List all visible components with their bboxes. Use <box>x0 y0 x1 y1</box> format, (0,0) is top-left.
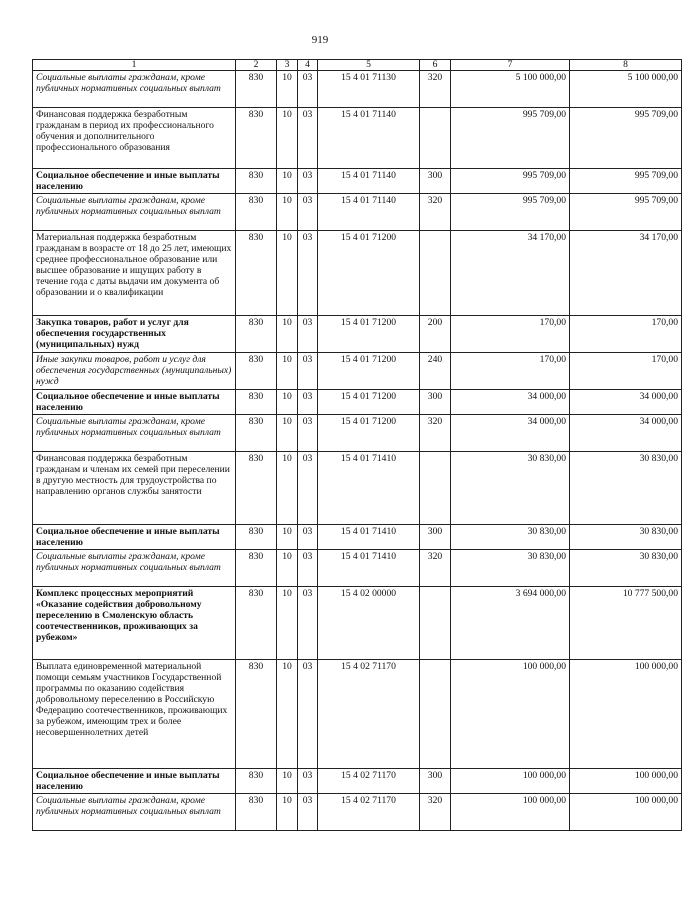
header-cell: 7 <box>451 60 570 71</box>
row-name: Выплата единовременной материальной помощи семьям участников Государственной программы по оказанию содействия добровольному переселению в Российскую Федерацию соотечественников, проживающих за рубежом, имеющим трех и более несовершеннолетних детей <box>33 660 236 769</box>
cell-col6: 300 <box>420 769 451 794</box>
cell-col4: 03 <box>298 769 318 794</box>
cell-col7: 30 830,00 <box>451 550 570 587</box>
cell-col2: 830 <box>236 353 277 390</box>
cell-col2: 830 <box>236 587 277 660</box>
table-row <box>33 415 682 452</box>
table-row <box>33 769 682 794</box>
cell-col8: 100 000,00 <box>570 794 682 831</box>
cell-col7: 170,00 <box>451 353 570 390</box>
row-name: Социальные выплаты гражданам, кроме публичных нормативных социальных выплат <box>33 194 236 231</box>
cell-col5: 15 4 01 71200 <box>318 316 420 353</box>
table-row <box>33 525 682 550</box>
row-name: Социальное обеспечение и иные выплаты населению <box>33 525 236 550</box>
cell-col8: 995 709,00 <box>570 194 682 231</box>
header-cell: 1 <box>33 60 236 71</box>
table-row <box>33 316 682 353</box>
cell-col5: 15 4 02 00000 <box>318 587 420 660</box>
cell-col8: 34 000,00 <box>570 390 682 415</box>
cell-col6: 320 <box>420 194 451 231</box>
cell-col4: 03 <box>298 452 318 525</box>
cell-col3: 10 <box>277 660 298 769</box>
cell-col4: 03 <box>298 169 318 194</box>
cell-col6: 200 <box>420 316 451 353</box>
cell-col6 <box>420 231 451 316</box>
cell-col2: 830 <box>236 550 277 587</box>
cell-col7: 995 709,00 <box>451 169 570 194</box>
row-name: Иные закупки товаров, работ и услуг для обеспечения государственных (муниципальных) нужд <box>33 353 236 390</box>
cell-col3: 10 <box>277 390 298 415</box>
cell-col3: 10 <box>277 452 298 525</box>
cell-col8: 995 709,00 <box>570 169 682 194</box>
row-name: Социальное обеспечение и иные выплаты населению <box>33 769 236 794</box>
cell-col7: 34 000,00 <box>451 390 570 415</box>
cell-col5: 15 4 01 71200 <box>318 390 420 415</box>
cell-col7: 34 170,00 <box>451 231 570 316</box>
table-row <box>33 587 682 660</box>
cell-col5: 15 4 02 71170 <box>318 769 420 794</box>
cell-col3: 10 <box>277 108 298 169</box>
table-row <box>33 660 682 769</box>
cell-col8: 30 830,00 <box>570 452 682 525</box>
cell-col2: 830 <box>236 660 277 769</box>
header-cell: 3 <box>277 60 298 71</box>
cell-col4: 03 <box>298 660 318 769</box>
cell-col2: 830 <box>236 194 277 231</box>
cell-col8: 170,00 <box>570 353 682 390</box>
cell-col6: 320 <box>420 550 451 587</box>
table-row <box>33 550 682 587</box>
cell-col8: 995 709,00 <box>570 108 682 169</box>
table-row <box>33 794 682 831</box>
cell-col2: 830 <box>236 316 277 353</box>
cell-col7: 34 000,00 <box>451 415 570 452</box>
cell-col5: 15 4 01 71410 <box>318 525 420 550</box>
cell-col8: 30 830,00 <box>570 525 682 550</box>
cell-col5: 15 4 01 71200 <box>318 415 420 452</box>
cell-col2: 830 <box>236 525 277 550</box>
cell-col7: 995 709,00 <box>451 108 570 169</box>
cell-col3: 10 <box>277 316 298 353</box>
header-cell: 2 <box>236 60 277 71</box>
cell-col2: 830 <box>236 169 277 194</box>
table-row <box>33 390 682 415</box>
header-cell: 5 <box>318 60 420 71</box>
cell-col8: 34 170,00 <box>570 231 682 316</box>
header-cell: 6 <box>420 60 451 71</box>
cell-col8: 5 100 000,00 <box>570 71 682 108</box>
row-name: Социальные выплаты гражданам, кроме публичных нормативных социальных выплат <box>33 71 236 108</box>
cell-col4: 03 <box>298 194 318 231</box>
cell-col4: 03 <box>298 316 318 353</box>
cell-col8: 10 777 500,00 <box>570 587 682 660</box>
cell-col8: 100 000,00 <box>570 769 682 794</box>
cell-col4: 03 <box>298 525 318 550</box>
cell-col2: 830 <box>236 794 277 831</box>
cell-col7: 995 709,00 <box>451 194 570 231</box>
cell-col8: 30 830,00 <box>570 550 682 587</box>
cell-col4: 03 <box>298 71 318 108</box>
cell-col6: 300 <box>420 169 451 194</box>
row-name: Социальное обеспечение и иные выплаты населению <box>33 390 236 415</box>
cell-col7: 100 000,00 <box>451 769 570 794</box>
cell-col5: 15 4 02 71170 <box>318 660 420 769</box>
cell-col3: 10 <box>277 231 298 316</box>
cell-col3: 10 <box>277 587 298 660</box>
cell-col8: 170,00 <box>570 316 682 353</box>
cell-col2: 830 <box>236 231 277 316</box>
table-row <box>33 169 682 194</box>
cell-col7: 30 830,00 <box>451 452 570 525</box>
cell-col2: 830 <box>236 415 277 452</box>
table-row <box>33 231 682 316</box>
cell-col6: 320 <box>420 415 451 452</box>
cell-col3: 10 <box>277 550 298 587</box>
row-name: Закупка товаров, работ и услуг для обеспечения государственных (муниципальных) нужд <box>33 316 236 353</box>
table-row <box>33 353 682 390</box>
cell-col8: 34 000,00 <box>570 415 682 452</box>
row-name: Материальная поддержка безработным гражданам в возрасте от 18 до 25 лет, имеющих среднее профессиональное образование или высшее образование и ищущих работу в течение года с даты выдачи им документа об образовании и о квалификации <box>33 231 236 316</box>
cell-col3: 10 <box>277 525 298 550</box>
cell-col2: 830 <box>236 769 277 794</box>
header-row <box>33 60 682 71</box>
row-name: Социальные выплаты гражданам, кроме публичных нормативных социальных выплат <box>33 794 236 831</box>
cell-col2: 830 <box>236 108 277 169</box>
cell-col4: 03 <box>298 550 318 587</box>
cell-col7: 100 000,00 <box>451 660 570 769</box>
row-name: Социальные выплаты гражданам, кроме публичных нормативных социальных выплат <box>33 550 236 587</box>
row-name: Социальное обеспечение и иные выплаты населению <box>33 169 236 194</box>
cell-col6: 240 <box>420 353 451 390</box>
cell-col6: 300 <box>420 390 451 415</box>
table-row <box>33 71 682 108</box>
cell-col4: 03 <box>298 415 318 452</box>
cell-col6: 320 <box>420 71 451 108</box>
cell-col3: 10 <box>277 71 298 108</box>
row-name: Комплекс процессных мероприятий «Оказание содействия добровольному переселению в Смоленскую область соотечественников, проживающих за рубежом» <box>33 587 236 660</box>
cell-col5: 15 4 01 71410 <box>318 452 420 525</box>
budget-table <box>32 59 682 831</box>
cell-col5: 15 4 01 71140 <box>318 169 420 194</box>
header-cell: 4 <box>298 60 318 71</box>
cell-col4: 03 <box>298 794 318 831</box>
cell-col6 <box>420 108 451 169</box>
cell-col7: 100 000,00 <box>451 794 570 831</box>
cell-col4: 03 <box>298 231 318 316</box>
cell-col6: 300 <box>420 525 451 550</box>
cell-col5: 15 4 01 71140 <box>318 108 420 169</box>
cell-col3: 10 <box>277 194 298 231</box>
table-row <box>33 194 682 231</box>
cell-col5: 15 4 01 71200 <box>318 231 420 316</box>
table-row <box>33 108 682 169</box>
cell-col4: 03 <box>298 587 318 660</box>
row-name: Финансовая поддержка безработным гражданам в период их профессионального обучения и дополнительного профессионального образования <box>33 108 236 169</box>
row-name: Социальные выплаты гражданам, кроме публичных нормативных социальных выплат <box>33 415 236 452</box>
cell-col2: 830 <box>236 452 277 525</box>
page-number: 919 <box>311 34 329 46</box>
table-row <box>33 452 682 525</box>
cell-col5: 15 4 01 71410 <box>318 550 420 587</box>
cell-col7: 170,00 <box>451 316 570 353</box>
cell-col4: 03 <box>298 390 318 415</box>
cell-col3: 10 <box>277 169 298 194</box>
row-name: Финансовая поддержка безработным гражданам и членам их семей при переселении в другую местность для трудоустройства по направлению органов службы занятости <box>33 452 236 525</box>
cell-col3: 10 <box>277 415 298 452</box>
cell-col6 <box>420 452 451 525</box>
cell-col2: 830 <box>236 71 277 108</box>
cell-col6: 320 <box>420 794 451 831</box>
cell-col6 <box>420 587 451 660</box>
cell-col7: 5 100 000,00 <box>451 71 570 108</box>
cell-col4: 03 <box>298 353 318 390</box>
cell-col5: 15 4 02 71170 <box>318 794 420 831</box>
cell-col7: 30 830,00 <box>451 525 570 550</box>
cell-col6 <box>420 660 451 769</box>
cell-col3: 10 <box>277 353 298 390</box>
cell-col7: 3 694 000,00 <box>451 587 570 660</box>
cell-col8: 100 000,00 <box>570 660 682 769</box>
cell-col5: 15 4 01 71200 <box>318 353 420 390</box>
cell-col2: 830 <box>236 390 277 415</box>
cell-col4: 03 <box>298 108 318 169</box>
cell-col3: 10 <box>277 794 298 831</box>
cell-col5: 15 4 01 71130 <box>318 71 420 108</box>
cell-col5: 15 4 01 71140 <box>318 194 420 231</box>
header-cell: 8 <box>570 60 682 71</box>
cell-col3: 10 <box>277 769 298 794</box>
